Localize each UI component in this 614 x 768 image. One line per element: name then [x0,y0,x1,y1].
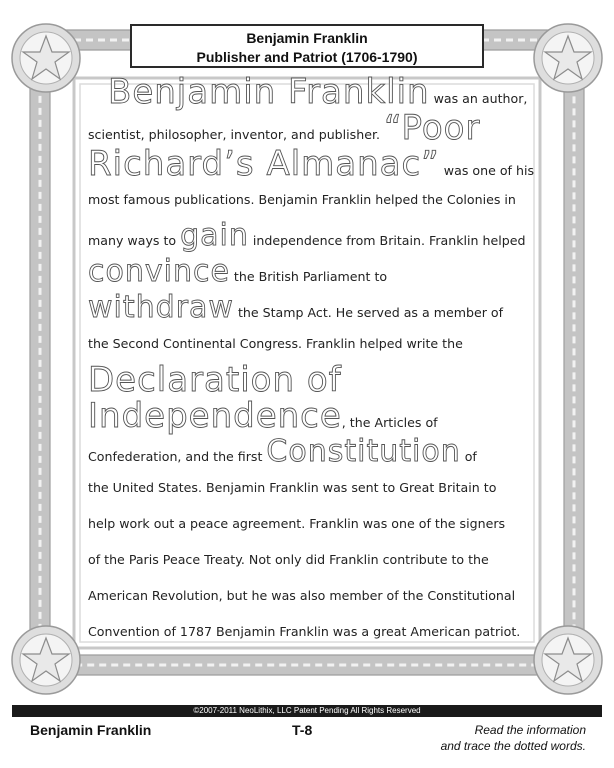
passage-line [88,74,534,110]
trace-word[interactable]: Richard’s Almanac” [88,144,440,184]
passage-line [88,578,534,614]
passage-line [88,362,534,398]
passage-text: the United States. Benjamin Franklin was sent to Great Britain to [88,480,497,495]
reading-passage [88,74,534,650]
passage-line [88,290,534,326]
passage-text: many ways to [88,233,181,248]
trace-word[interactable]: Constitution [266,434,461,469]
passage-line [88,542,534,578]
trace-word[interactable]: Independence [88,396,342,436]
passage-text: the British Parliament to [229,269,388,284]
page-title: Benjamin Franklin [246,30,368,46]
star-icon [12,24,80,92]
passage-text: of the Paris Peace Treaty. Not only did Franklin contribute to the [88,552,489,567]
trace-word[interactable]: Benjamin Franklin [108,72,430,112]
page-number: T-8 [292,722,313,738]
footer-topic: Benjamin Franklin [30,722,152,738]
trace-word[interactable]: “Poor [383,108,481,148]
passage-text: the Second Continental Congress. Franklin helped write the [88,336,463,351]
instructions [386,722,586,754]
passage-text: Convention of 1787 Benjamin Franklin was a great American patriot. [88,624,521,639]
trace-word[interactable]: Declaration of [88,360,342,400]
passage-line [88,218,534,254]
passage-text: help work out a peace agreement. Franklin was one of the signers [88,516,506,531]
trace-word[interactable]: convince [88,254,230,289]
passage-line [88,470,534,506]
passage-line [88,326,534,362]
passage-text: was one of his [439,163,535,178]
passage-line [88,506,534,542]
instructions-line: Read the information [474,723,586,737]
passage-line [88,110,534,146]
star-icon [534,24,602,92]
passage-text: Confederation, and the first [88,449,267,464]
passage-text: the Stamp Act. He served as a member of [233,305,504,320]
passage-text: scientist, philosopher, inventor, and publisher. [88,127,384,142]
star-icon [12,626,80,694]
page-subtitle: Publisher and Patriot (1706-1790) [196,49,418,65]
trace-word[interactable]: gain [180,218,249,253]
passage-text: , the Articles of [341,415,438,430]
passage-text: most famous publications. Benjamin Franklin helped the Colonies in [88,192,516,207]
passage-line [88,182,534,218]
passage-text: of [460,449,477,464]
instructions-line: and trace the dotted words. [440,739,586,753]
passage-line [88,146,534,182]
star-icon [534,626,602,694]
passage-line [88,434,534,470]
passage-line [88,398,534,434]
passage-line [88,614,534,650]
copyright-bar: ©2007-2011 NeoLithix, LLC Patent Pending All Rights Reserved [12,705,602,717]
title-box [130,24,484,68]
passage-text: was an author, [429,91,528,106]
trace-word[interactable]: withdraw [88,290,234,325]
passage-line [88,254,534,290]
passage-text: American Revolution, but he was also member of the Constitutional [88,588,516,603]
passage-text: independence from Britain. Franklin helped [248,233,526,248]
